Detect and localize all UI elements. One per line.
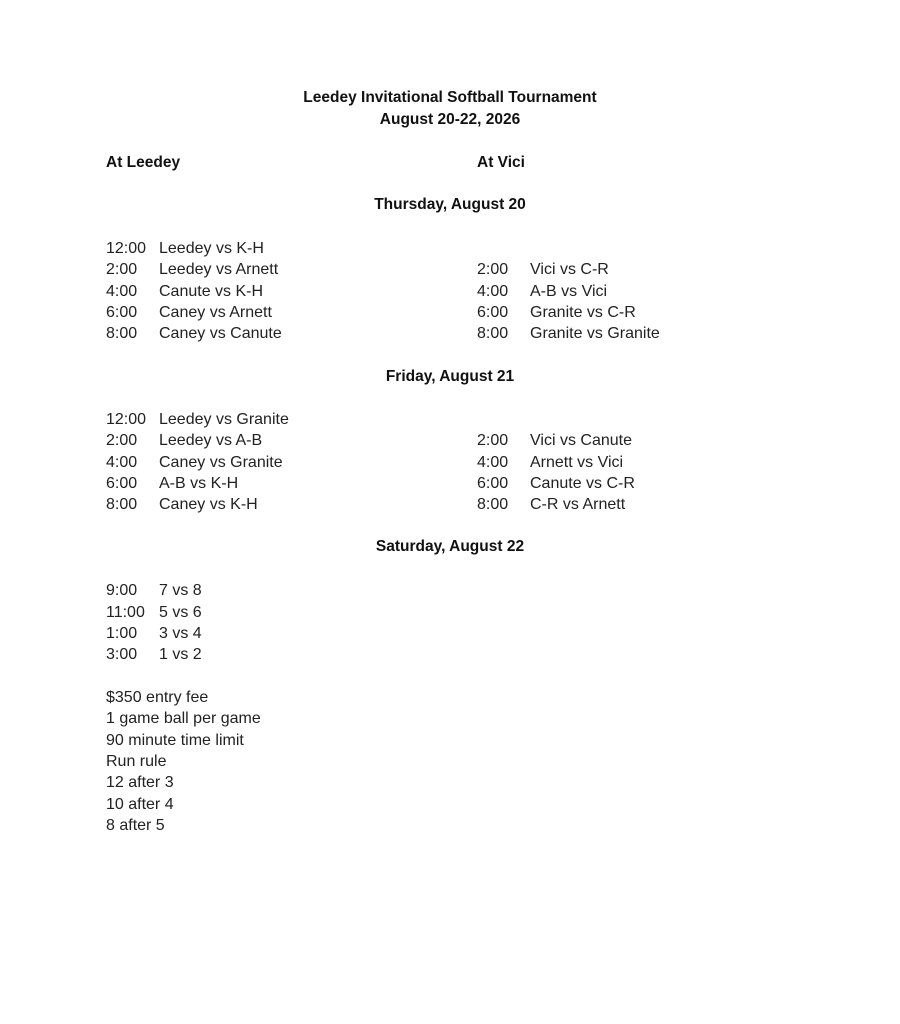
game-time: 4:00 bbox=[106, 454, 138, 471]
rule-note: Run rule bbox=[106, 753, 167, 770]
game-matchup: Caney vs Granite bbox=[159, 454, 283, 471]
game-time: 2:00 bbox=[477, 432, 509, 449]
rule-note: $350 entry fee bbox=[106, 689, 209, 706]
game-matchup: Leedey vs A-B bbox=[159, 432, 263, 449]
game-matchup: Canute vs C-R bbox=[530, 475, 635, 492]
game-time: 3:00 bbox=[106, 646, 138, 663]
game-time: 6:00 bbox=[106, 304, 138, 321]
game-matchup: C-R vs Arnett bbox=[530, 496, 626, 513]
tournament-title: Leedey Invitational Softball Tournament bbox=[303, 89, 597, 106]
game-time: 9:00 bbox=[106, 582, 138, 599]
rule-note: 10 after 4 bbox=[106, 796, 174, 813]
day-heading-saturday: Saturday, August 22 bbox=[375, 538, 525, 555]
game-matchup: Canute vs K-H bbox=[159, 283, 264, 300]
game-time: 2:00 bbox=[106, 261, 138, 278]
game-matchup: 7 vs 8 bbox=[159, 582, 202, 599]
rule-note: 12 after 3 bbox=[106, 774, 174, 791]
rule-note: 1 game ball per game bbox=[106, 710, 261, 727]
game-matchup: Leedey vs K-H bbox=[159, 240, 264, 257]
game-matchup: Leedey vs Arnett bbox=[159, 261, 279, 278]
game-matchup: A-B vs Vici bbox=[530, 283, 608, 300]
game-matchup: Leedey vs Granite bbox=[159, 411, 289, 428]
game-matchup: 5 vs 6 bbox=[159, 604, 202, 621]
game-time: 8:00 bbox=[477, 496, 509, 513]
game-matchup: Vici vs C-R bbox=[530, 261, 609, 278]
game-time: 4:00 bbox=[477, 283, 509, 300]
game-time: 4:00 bbox=[477, 454, 509, 471]
game-time: 11:00 bbox=[106, 604, 145, 621]
day-heading-thursday: Thursday, August 20 bbox=[374, 196, 526, 213]
game-time: 6:00 bbox=[477, 475, 509, 492]
rule-note: 90 minute time limit bbox=[106, 732, 244, 749]
game-matchup: 3 vs 4 bbox=[159, 625, 202, 642]
column-heading-vici: At Vici bbox=[477, 154, 525, 171]
game-time: 6:00 bbox=[106, 475, 138, 492]
game-time: 1:00 bbox=[106, 625, 138, 642]
tournament-dates: August 20-22, 2026 bbox=[379, 111, 521, 128]
game-matchup: Caney vs K-H bbox=[159, 496, 258, 513]
game-matchup: Caney vs Arnett bbox=[159, 304, 272, 321]
game-matchup: Vici vs Canute bbox=[530, 432, 632, 449]
game-matchup: Granite vs Granite bbox=[530, 325, 660, 342]
game-matchup: Granite vs C-R bbox=[530, 304, 636, 321]
rule-note: 8 after 5 bbox=[106, 817, 165, 834]
column-heading-leedey: At Leedey bbox=[106, 154, 181, 171]
game-time: 2:00 bbox=[477, 261, 509, 278]
game-time: 8:00 bbox=[477, 325, 509, 342]
game-time: 12:00 bbox=[106, 240, 147, 257]
game-time: 8:00 bbox=[106, 325, 138, 342]
game-time: 12:00 bbox=[106, 411, 147, 428]
game-matchup: Caney vs Canute bbox=[159, 325, 282, 342]
day-heading-friday: Friday, August 21 bbox=[385, 368, 515, 385]
game-time: 8:00 bbox=[106, 496, 138, 513]
game-matchup: 1 vs 2 bbox=[159, 646, 202, 663]
game-time: 4:00 bbox=[106, 283, 138, 300]
game-time: 2:00 bbox=[106, 432, 138, 449]
game-matchup: A-B vs K-H bbox=[159, 475, 239, 492]
game-matchup: Arnett vs Vici bbox=[530, 454, 624, 471]
game-time: 6:00 bbox=[477, 304, 509, 321]
